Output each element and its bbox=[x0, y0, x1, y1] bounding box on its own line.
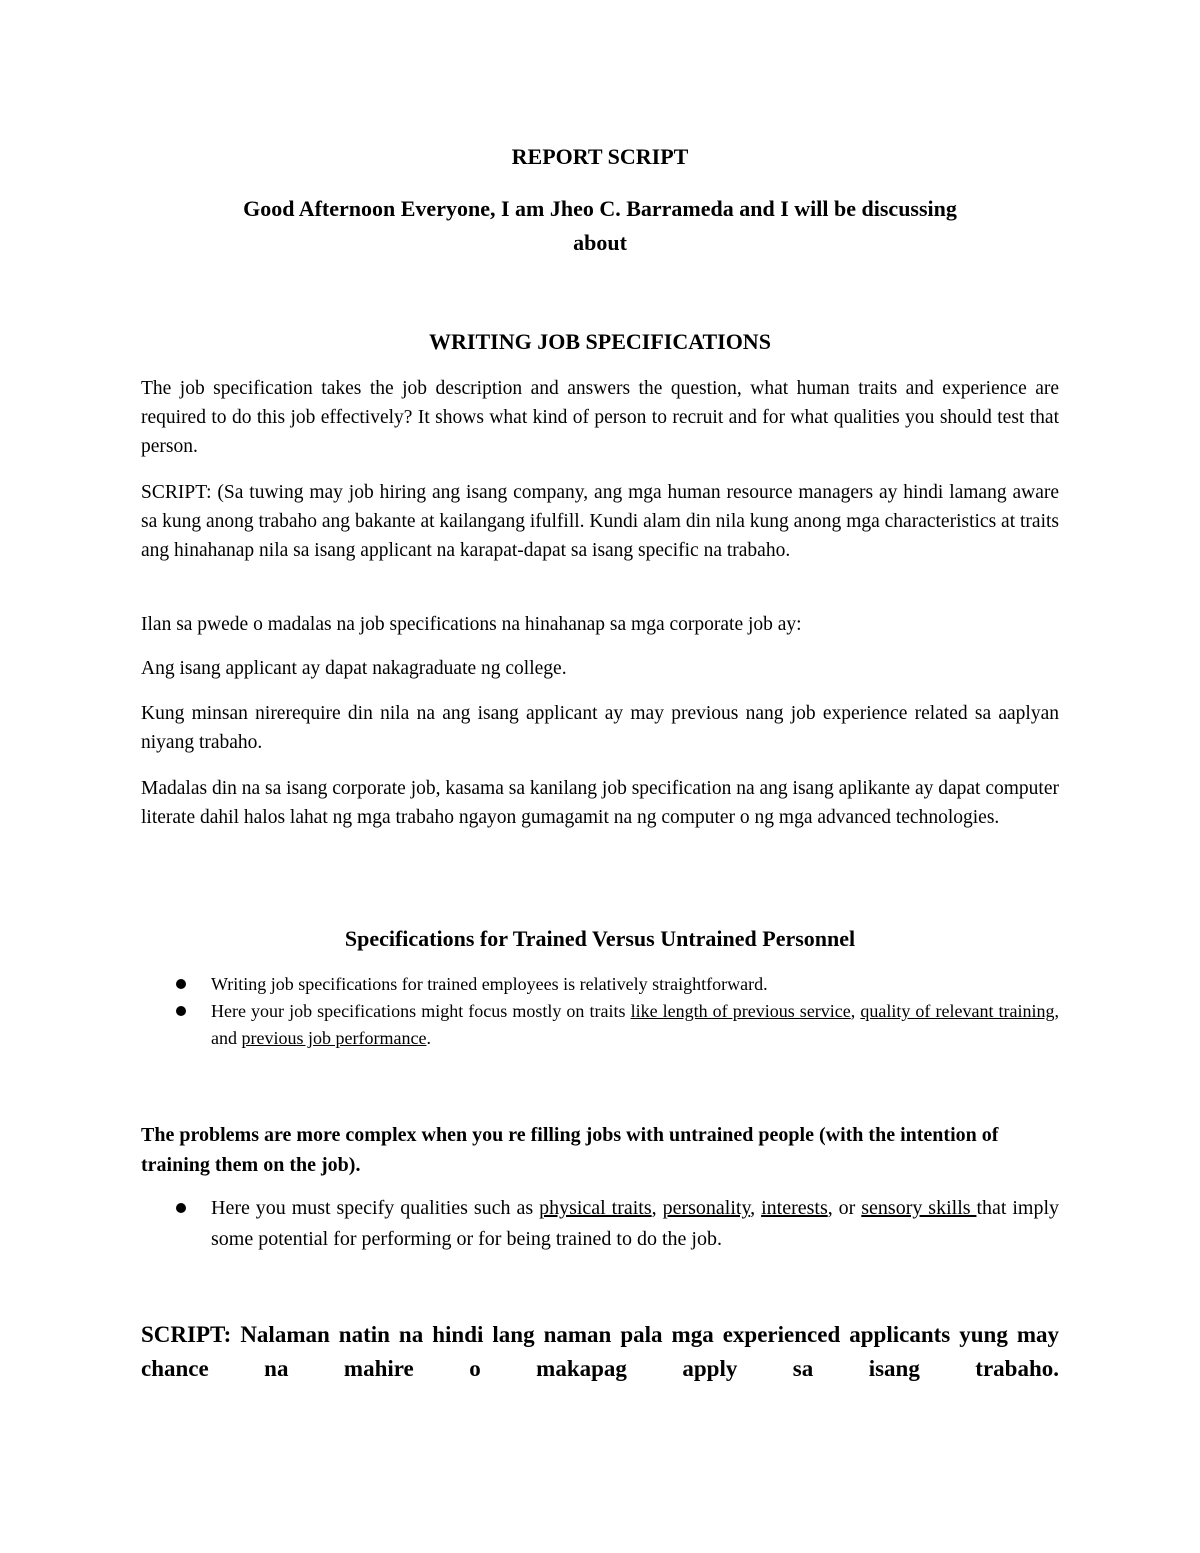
paragraph-computer-literate: Madalas din na sa isang corporate job, kasama sa kanilang job specification na ang isang aplikante ay dapat computer literate dahil halos lahat ng mga trabaho ngayon gumagamit na ng computer o ng mga advanced technologies. bbox=[141, 778, 1059, 828]
bullet-icon bbox=[176, 1203, 186, 1213]
bullet-icon bbox=[176, 1006, 186, 1016]
list-item bbox=[141, 998, 1059, 1052]
bullet-text-prefix: Here you must specify qualities such as bbox=[211, 1197, 540, 1219]
underlined-term: previous job performance bbox=[241, 1028, 427, 1048]
bullet-icon bbox=[176, 979, 186, 989]
separator: , and bbox=[211, 1001, 1060, 1048]
trained-bullet-list bbox=[141, 971, 1059, 1052]
untrained-heading: The problems are more complex when you re filling jobs with untrained people (with the intention of training them on the job). bbox=[141, 1124, 999, 1176]
intro-line-continued: about bbox=[573, 230, 627, 255]
bullet-text-prefix: Here your job specifications might focus mostly on traits bbox=[211, 1001, 631, 1021]
separator: , or bbox=[827, 1197, 862, 1219]
separator: , bbox=[850, 1001, 861, 1021]
separator: , bbox=[651, 1197, 663, 1219]
paragraph-experience: Kung minsan nirerequire din nila na ang isang applicant ay may previous nang job experience related sa aaplyan niyang trabaho. bbox=[141, 703, 1059, 753]
underlined-term: sensory skills bbox=[861, 1197, 977, 1219]
underlined-term: physical traits bbox=[539, 1197, 652, 1219]
separator: , bbox=[750, 1197, 762, 1219]
section-title: WRITING JOB SPECIFICATIONS bbox=[429, 329, 771, 354]
paragraph-list-intro: Ilan sa pwede o madalas na job specifications na hinahanap sa mga corporate job ay: bbox=[141, 614, 802, 635]
paragraph-definition: The job specification takes the job description and answers the question, what human traits and experience are required to do this job effectively? It shows what kind of person to recruit and for what qualities you should test that person. bbox=[141, 378, 1059, 457]
bullet-text: Writing job specifications for trained employees is relatively straightforward. bbox=[211, 974, 768, 994]
underlined-term: like length of previous service bbox=[630, 1001, 851, 1021]
subheading-trained-untrained: Specifications for Trained Versus Untrained Personnel bbox=[344, 926, 856, 951]
bullet-text-suffix: that imply some potential for performing or for being trained to do the job. bbox=[211, 1197, 1060, 1250]
underlined-term: quality of relevant training bbox=[860, 1001, 1055, 1021]
underlined-term: interests bbox=[761, 1197, 828, 1219]
underlined-term: personality bbox=[662, 1197, 751, 1219]
list-item bbox=[141, 971, 1059, 998]
intro-line: Good Afternoon Everyone, I am Jheo C. Barrameda and I will be discussing bbox=[243, 196, 957, 221]
list-item bbox=[141, 1193, 1059, 1255]
document-title: REPORT SCRIPT bbox=[511, 144, 689, 169]
untrained-bullet-list bbox=[141, 1193, 1059, 1255]
bullet-text-suffix: . bbox=[426, 1028, 431, 1048]
paragraph-college: Ang isang applicant ay dapat nakagraduate ng college. bbox=[141, 658, 567, 679]
closing-script: SCRIPT: Nalaman natin na hindi lang naman pala mga experienced applicants yung may chance na mahire o makapag apply sa isang trabaho. bbox=[141, 1322, 1059, 1381]
paragraph-script: SCRIPT: (Sa tuwing may job hiring ang isang company, ang mga human resource managers ay hindi lamang aware sa kung anong trabaho ang bakante at kailangang ifulfill. Kundi alam din nila kung anong mga characteristics at traits ang hinahanap nila sa isang applicant na karapat-dapat sa isang specific na trabaho. bbox=[141, 482, 1059, 561]
